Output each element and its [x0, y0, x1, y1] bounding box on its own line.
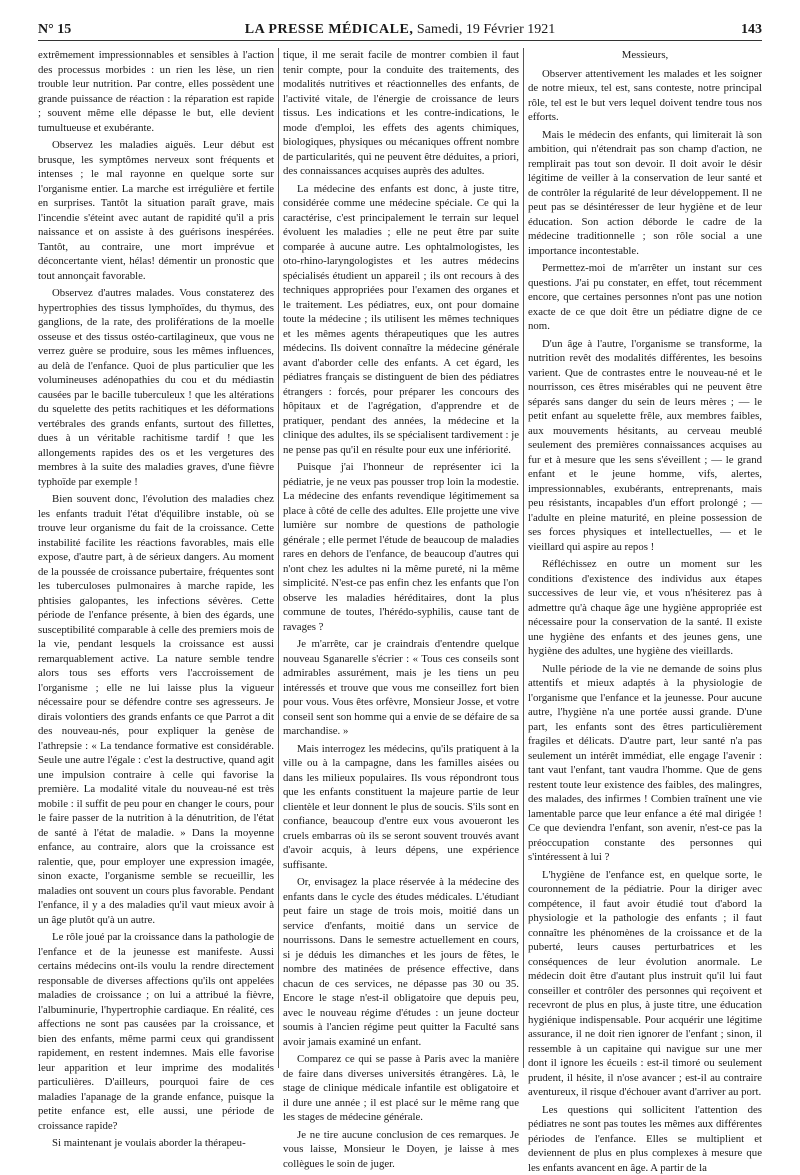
paragraph: Le rôle joué par la croissance dans la pathologie de l'enfance et de la jeunesse est manifeste. Aussi certains médecins ont-ils voulu la rendre directement responsable de diverses affections qu'ils ont appelées maladies de croissance ; on lui a attribué la fièvre, l'albuminurie, l'hypertrophie cardiaque. En réalité, ces affections ne sont pas causées par la croissance, et bien des enfants, même parmi ceux qui grandissent rapidement, en restent indemnes. Mais elle favorise leur apparition et leur imprime des modalités particulières. D'ailleurs, pourquoi faire de ces maladies l'apanage de la grande enfance, puisque la petite enfance est, elle aussi, une période de croissance rapide?	[38, 930, 274, 1133]
paragraph: Réfléchissez en outre un moment sur les conditions d'existence des individus aux étapes successives de leur vie, et vous n'hésiterez pas à admettre qu'à chaque âge une hygiène appropriée est nécessaire pour la conservation de la santé. Il existe une hygiène des enfants et des jeunes gens, une hygiène des adultes, une hygiène des vieillards.	[528, 557, 762, 659]
paragraph: Comparez ce qui se passe à Paris avec la manière de faire dans diverses universités étrangères. Là, le stage de clinique médicale infantile est obligatoire et il dure une année ; il est placé sur le même rang que les stages de médecine générale.	[283, 1052, 519, 1125]
paragraph: Or, envisagez la place réservée à la médecine des enfants dans le cycle des études médicales. L'étudiant peut faire un stage de trois mois, moitié dans un service d'enfants, moitié dans un service de nourrissons. Dans le semestre actuellement en cours, si je déduis les dimanches et les jours de fêtes, le nombre des matinées de présence effective, dans chacun de ces services, ne dépasse pas 30 ou 35. Encore le stage n'est-il obligatoire que depuis peu, avec le nouveau régime d'études : un jeune docteur soumis à l'ancien régime peut quitter la Faculté sans avoir jamais examiné un enfant.	[283, 875, 519, 1049]
salutation: Messieurs,	[528, 48, 762, 63]
issue-date: Samedi, 19 Février 1921	[417, 22, 555, 37]
paragraph: Je m'arrête, car je craindrais d'entendre quelque nouveau Sganarelle s'écrier : « Tous ces conseils sont admirables assurément, mais je les tiens un peu intéressés et trouve que vous me conseillez fort bien pour vous. Vous êtes orfèvre, Monsieur Josse, et votre conseil sent son homme qui a envie de se défaire de sa marchandise. »	[283, 637, 519, 739]
column-divider	[278, 48, 279, 1068]
paragraph: Nulle période de la vie ne demande de soins plus attentifs et mieux adaptés à la physiologie de l'organisme que l'enfance et la jeunesse. Pour aucune autre, l'hygiène n'a une portée aussi grande. D'une part, les enfants sont des êtres particulièrement fragiles et délicats. D'autre part, leur santé n'a pas seulement un intérêt immédiat, elle engage l'avenir : tant vaut l'enfant, tant vaudra l'homme. Que de gens restent toute leur existence des faibles, des malingres, des malades, des infirmes ! Combien traînent une vie lamentable parce que leur enfance a été mal dirigée ! Ce que deviendra l'enfant, son avenir, n'est-ce pas la préoccupation constante des personnes qui s'intéressent à lui ?	[528, 662, 762, 865]
paragraph: Permettez-moi de m'arrêter un instant sur ces questions. J'ai pu constater, en effet, tout récemment encore, que certaines personnes n'ont pas une notion exacte de ce que doit être un pédiatre digne de ce nom.	[528, 261, 762, 334]
text-column-2	[283, 48, 519, 1068]
running-title	[38, 22, 762, 38]
paragraph: L'hygiène de l'enfance est, en quelque sorte, le couronnement de la pédiatrie. Pour la diriger avec compétence, il faut avoir étudié tout d'abord la physiologie et la pathologie des enfants ; il faut connaître les phénomènes de la croissance et de la puberté, leurs causes perturbatrices et les conséquences de leur évolution anormale. Le médecin doit être d'autant plus instruit qu'il lui faut conseiller et contrôler des personnes qui reçoivent et recevront de plus en plus, à juste titre, une éducation hygiénique indispensable. Pour acquérir une légitime assurance, il ne doit rien ignorer de l'enfant ; sinon, il ressemble à un capitaine qui navigue sur une mer dont il ignore les écueils : est-il timoré ou seulement prudent, il hésite, il n'ose avancer ; est-il au contraire aventureux, il risque d'échouer avant d'arriver au port.	[528, 868, 762, 1100]
text-column-1	[38, 48, 274, 1068]
column-divider	[523, 48, 524, 1068]
paragraph: Puisque j'ai l'honneur de représenter ici la pédiatrie, je ne veux pas pousser trop loin la modestie. La médecine des enfants revendique légitimement sa place à côté de celle des adultes. Elle projette une vive lumière sur nombre de questions de pathologie générale ; elle permet l'étude de beaucoup de maladies rares en dehors de l'enfance, de beaucoup d'autres qui n'ont chez les adultes ni la même pureté, ni la même simplicité. N'est-ce pas enfin chez les enfants que l'on observe les maladies héréditaires, dont la plus commune de toutes, l'hérédo-syphilis, cause tant de ravages ?	[283, 460, 519, 634]
paragraph: Les questions qui sollicitent l'attention des pédiatres ne sont pas toutes les mêmes aux différentes périodes de l'enfance. Elles se multiplient et deviennent de plus en plus complexes à mesure que les enfants avancent en âge. A partir de la	[528, 1103, 762, 1175]
paragraph: Bien souvent donc, l'évolution des maladies chez les enfants traduit l'état d'équilibre instable, où se trouve leur organisme du fait de la croissance. Cette instabilité facilite les réactions favorables, mais elle expose, d'autre part, à de sérieux dangers. Au moment de la poussée de croissance pubertaire, fréquentes sont les tuberculoses pulmonaires à marche rapide, les phtisies galopantes, les infections sévères. Cette période de l'enfance présente, à bien des égards, une susceptibilité comparable à celle des premiers mois de la vie, pendant lesquels la croissance est aussi remarquablement active. La nature semble tendre alors tous ses efforts vers l'accroissement de l'organisme ; elle ne lui laisse plus la vigueur nécessaire pour se défendre contre ses agresseurs. Je dirais volontiers des grands enfants ce que Parrot a dit des nouveau-nés, pour expliquer la genèse de l'athrepsie : « La tendance formative est considérable. Seule une autre l'égale : c'est la destructive, quand agit une impulsion contraire à celle qui favorise la première. La modalité vitale du nouveau-né est très mobile : il suffit de peu pour en changer le cours, pour le faire passer de la nutrition à la dénutrition, de l'état de santé à l'état de maladie. » Dans la moyenne enfance, au contraire, alors que la croissance est ralentie, que, pour employer une expression imagée, sinon exacte, l'organisme semble se recueillir, les maladies ont souvent un cours plus favorable. Pendant l'enfance, il y a des maladies qu'il vaut mieux avoir à un âge plutôt qu'à un autre.	[38, 492, 274, 927]
issue-number: N° 15	[38, 22, 71, 38]
page-number: 143	[741, 22, 762, 38]
paragraph: Si maintenant je voulais aborder la thérapeu-	[38, 1136, 274, 1151]
page-header	[38, 22, 762, 41]
paragraph: extrêmement impressionnables et sensibles à l'action des processus morbides : un rien les lèse, un rien trouble leur nutrition. Par contre, elles possèdent une grande puissance de réaction : la réparation est rapide ; souvent même elle dépasse le but, elle devient tumultueuse et exubérante.	[38, 48, 274, 135]
paragraph: Observez les maladies aiguës. Leur début est brusque, les symptômes nerveux sont fréquents et intenses ; le mal rayonne en quelque sorte sur l'organisme entier. La marche est irrégulière et fertile en surprises. Tantôt la situation paraît grave, mais l'incendie s'éteint avec autant de rapidité qu'il a pris naissance et on assiste à des guérisons inespérées. Tantôt, au contraire, une mort imprévue et déconcertante vient, hélas! démentir un pronostic que tout annonçait favorable.	[38, 138, 274, 283]
paragraph: tique, il me serait facile de montrer combien il faut tenir compte, pour la conduite des traitements, des modalités nutritives et réactionnelles des enfants, de l'activité vitale, de l'énergie de croissance de leurs tissus. Les indications et les contre-indications, le mode d'emploi, les effets des agents chimiques, biologiques, physiques ou mécaniques offrent nombre de particularités, qui ne peuvent être déduites, a priori, des connaissances acquises auprès des adultes.	[283, 48, 519, 179]
paragraph: Observer attentivement les malades et les soigner de notre mieux, tel est, sans conteste, notre principal rôle, tel est le but vers lequel doivent tendre tous nos efforts.	[528, 67, 762, 125]
paragraph: Mais le médecin des enfants, qui limiterait là son ambition, qui n'étendrait pas son champ d'action, ne remplirait pas tout son devoir. Il doit avoir le désir légitime de veiller à la conservation de leur santé et de contrôler la régularité de leur développement. Il ne peut pas se désintéresser de leur hygiène et de leur éducation. Son action déborde le cadre de la médecine traditionnelle ; son rôle social a une importance incontestable.	[528, 128, 762, 259]
paragraph: Mais interrogez les médecins, qu'ils pratiquent à la ville ou à la campagne, dans les familles aisées ou dans les milieux populaires. Ils vous répondront tous que les enfants constituent la majeure partie de leur clientèle et leur donnent le plus de soucis. S'ils sont en confiance, beaucoup d'entre eux vous avoueront les cruels embarras où ils se seront souvent trouvés avant d'avoir acquis, à leurs dépens, une expérience suffisante.	[283, 742, 519, 873]
paragraph: D'un âge à l'autre, l'organisme se transforme, la nutrition revêt des modalités différentes, les besoins varient. Que de contrastes entre le nouveau-né et le nourrisson, ces êtres misérables qui ne peuvent être séparés sans danger du sein de leurs mères ; — le petit enfant au squelette frêle, aux membres faibles, aux mouvements hésitants, au cerveau meublé seulement des premières connaissances acquises au fur et à mesure que les sens s'éveillent ; — le grand enfant et le jeune homme, vifs, alertes, impressionnables, exubérants, entreprenants, mais peu résistants, incapables d'un effort prolongé ; — l'adulte en pleine maturité, en pleine possession de ses forces physiques et intellectuelles, — et le vieillard qui aspire au repos !	[528, 337, 762, 555]
text-column-3	[528, 48, 762, 1068]
paragraph: Observez d'autres malades. Vous constaterez des hypertrophies des tissus lymphoïdes, du thymus, des ganglions, de la rate, des proliférations de la moelle osseuse et des tissus ostéo-cartilagineux, que vous ne verrez guère se produire, sous les mêmes influences, au delà de l'enfance. Quoi de plus particulier que les volumineuses adénopathies du cou et du médiastin causées par le bacille tuberculeux ! que les altérations du squelette des petits rachitiques et les déformations vertébrales des grands enfants, surtout des fillettes, dues à un véritable rachitisme tardif ! que les allongements rapides des os et les vergetures des membres à la suite des maladies graves, d'une fièvre typhoïde par exemple !	[38, 286, 274, 489]
paragraph: Je ne tire aucune conclusion de ces remarques. Je vous laisse, Monsieur le Doyen, je laisse à mes collègues le soin de juger.	[283, 1128, 519, 1172]
paragraph: La médecine des enfants est donc, à juste titre, considérée comme une médecine spéciale. Ce qui la caractérise, c'est principalement le terrain sur lequel évoluent les maladies ; elle ne peut être par suite comparée à aucune autre. Les ophtalmologistes, les oto-rhino-laryngologistes et les autres médecins spécialisés étudient un appareil ; ils ont recours à des techniques appropriées pour l'examen des organes et le traitement. Les pédiatres, eux, ont pour domaine toute la médecine ; ils utilisent les mêmes techniques et les mêmes agents thérapeutiques que les autres médecins. Ils doivent connaître la médecine générale avant d'aborder celle des enfants. A cet égard, les pédiatres français se distinguent de bien des pédiatres étrangers : forcés, pour préparer les concours des hôpitaux et de l'agrégation, d'apprendre et de pratiquer, pendant des années, la médecine et la clinique des adultes, ils se spécialisent tardivement : je ne pense pas qu'il en résulte pour eux une infériorité.	[283, 182, 519, 458]
publication-name: LA PRESSE MÉDICALE,	[245, 22, 414, 37]
